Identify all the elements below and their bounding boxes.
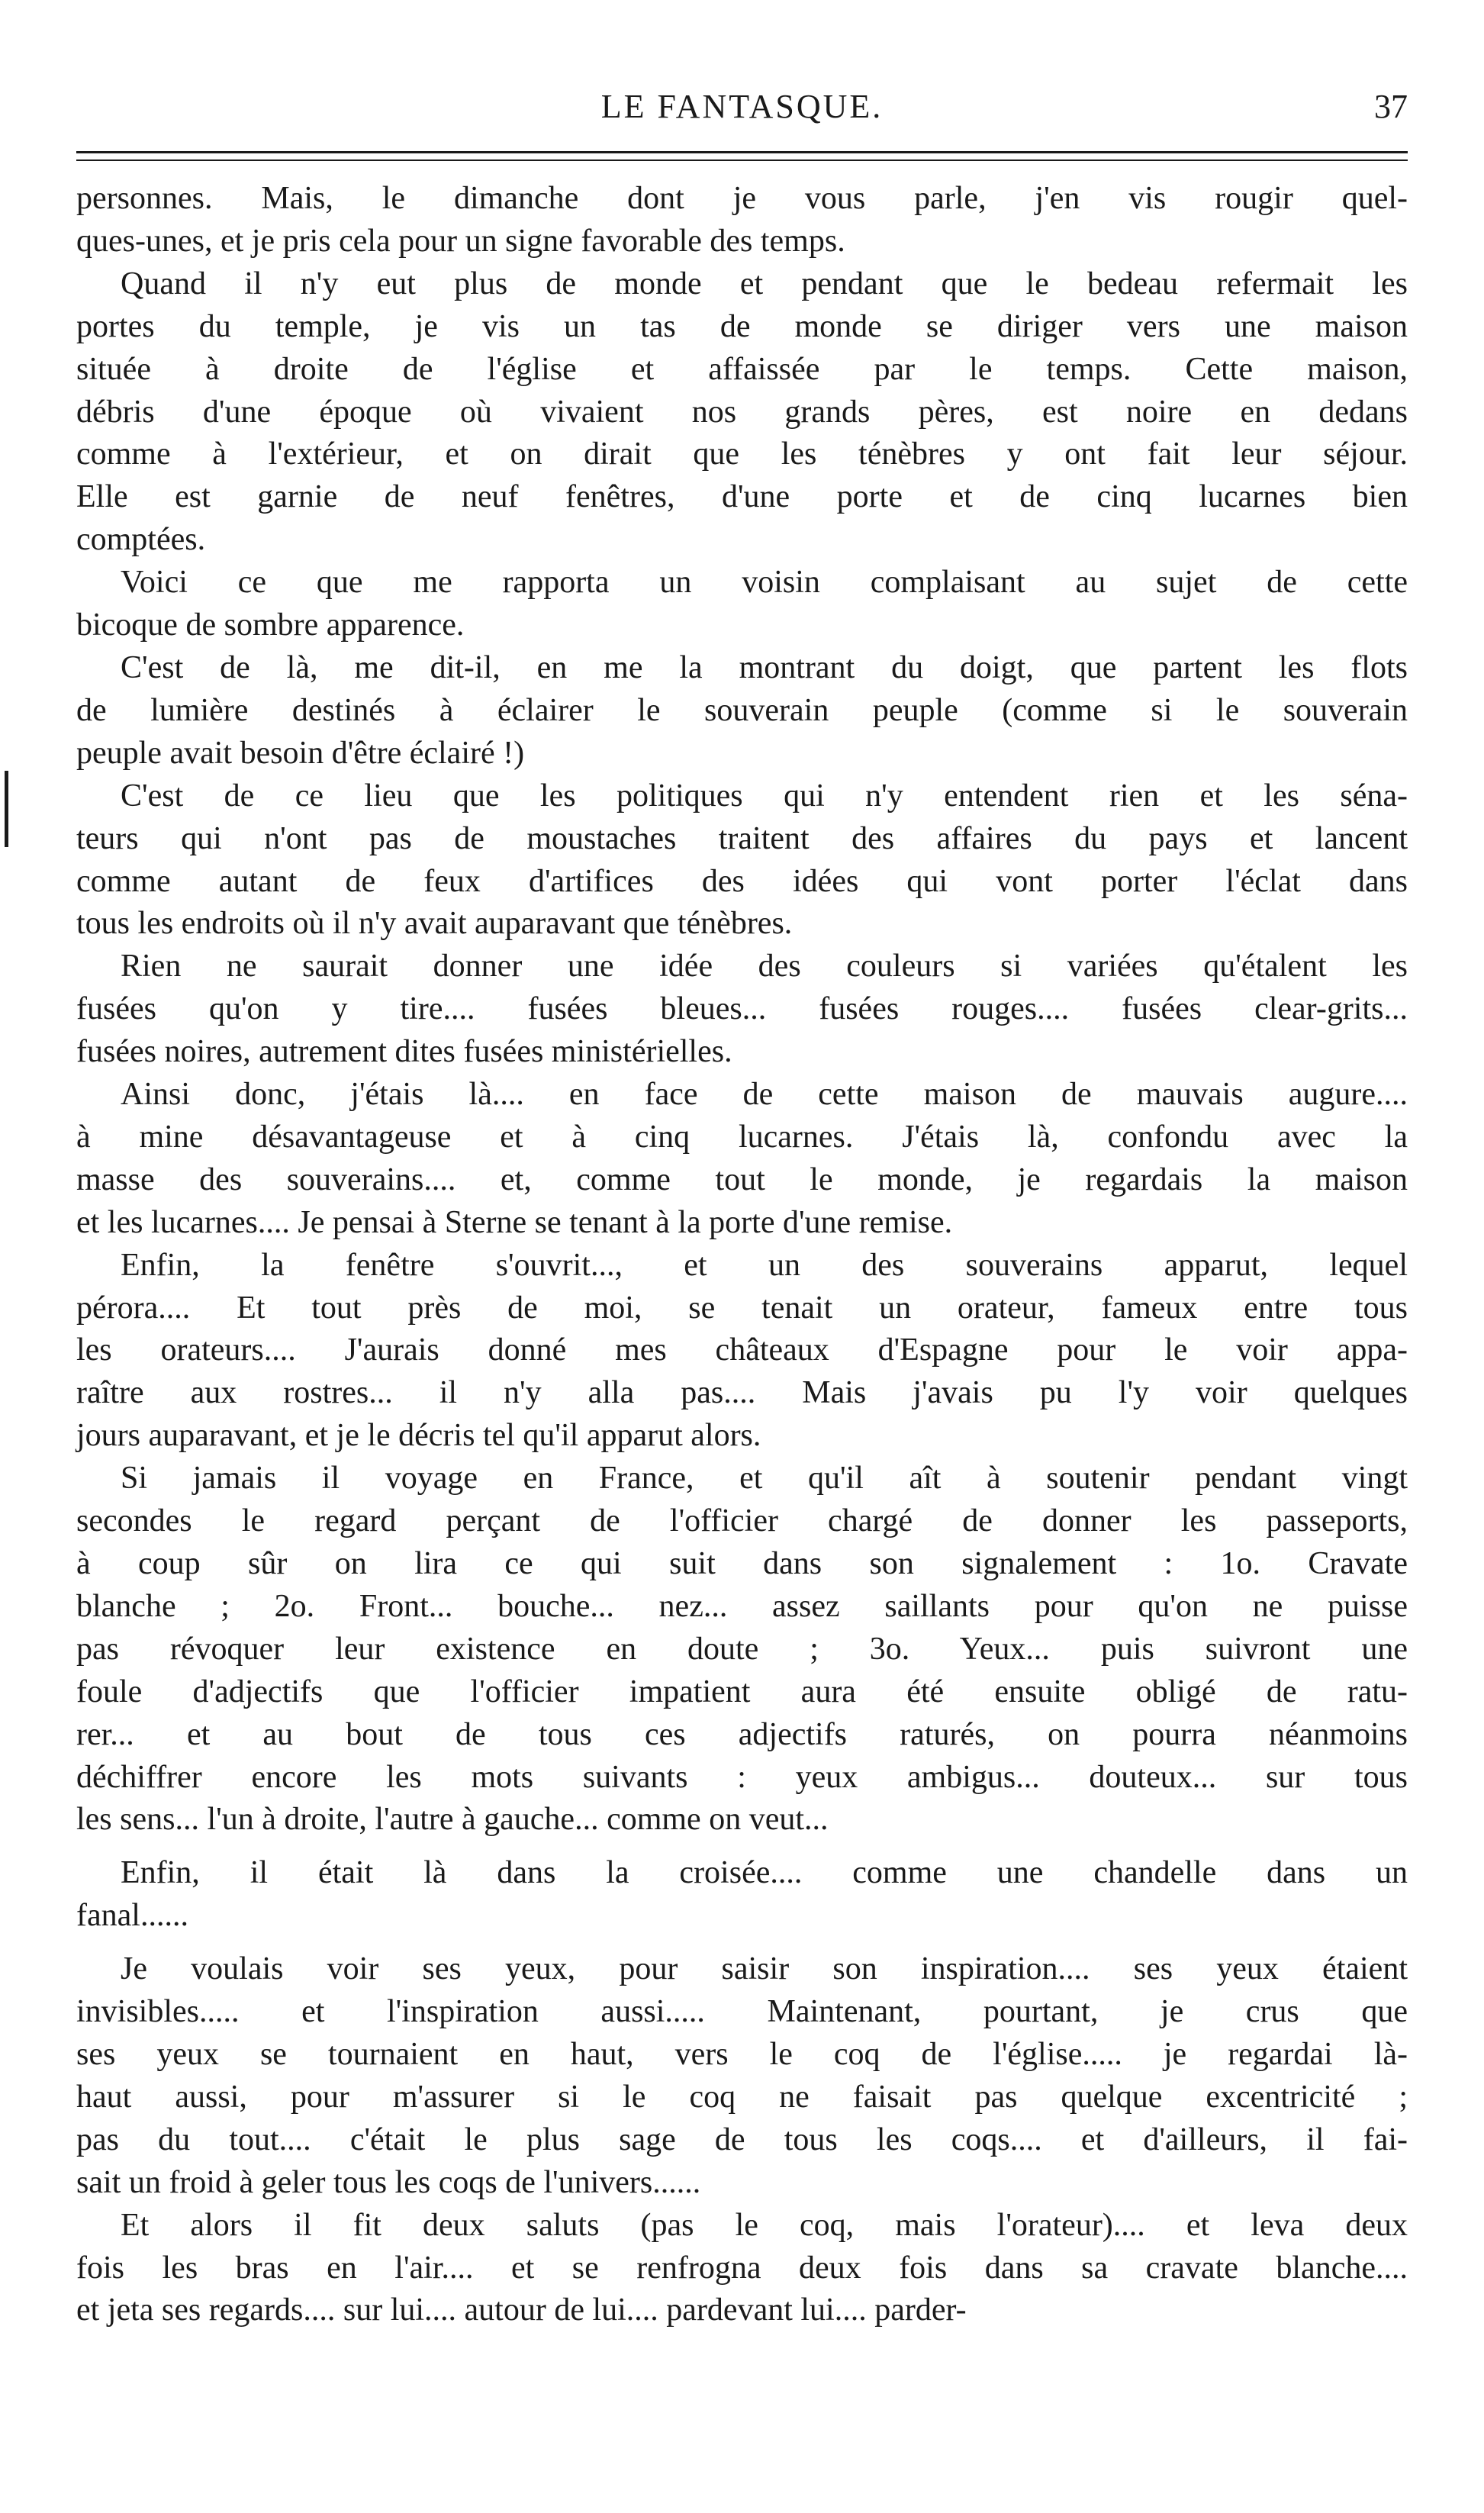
text-line: Elle est garnie de neuf fenêtres, d'une porte et de cinq lucarnes bien: [76, 479, 1408, 515]
text-line: sait un froid à geler tous les coqs de l'univers......: [76, 2164, 701, 2200]
text-line: fois les bras en l'air.... et se renfrogna deux fois dans sa cravate blanche....: [76, 2250, 1408, 2286]
text-line: et jeta ses regards.... sur lui.... autour de lui.... pardevant lui.... parder-: [76, 2292, 967, 2328]
text-line: tous les endroits où il n'y avait auparavant que ténèbres.: [76, 906, 793, 942]
text-line: Enfin, il était là dans la croisée.... comme une chandelle dans un: [121, 1855, 1408, 1891]
paragraph: [76, 1458, 1408, 1841]
text-line: Rien ne saurait donner une idée des couleurs si variées qu'étalent les: [121, 949, 1408, 984]
text-line: débris d'une époque où vivaient nos grands pères, est noire en dedans: [76, 394, 1408, 430]
paragraph: [76, 2205, 1408, 2333]
text-line: de lumière destinés à éclairer le souverain peuple (comme si le souverain: [76, 692, 1408, 728]
header-rule-thin: [76, 159, 1408, 161]
text-line: située à droite de l'église et affaissée par le temps. Cette maison,: [76, 351, 1408, 387]
page-number: 37: [1374, 88, 1408, 125]
paragraph: [76, 647, 1408, 775]
text-line: Quand il n'y eut plus de monde et pendant que le bedeau refermait les: [121, 266, 1408, 301]
text-line: Et alors il fit deux saluts (pas le coq, mais l'orateur).... et leva deux: [121, 2207, 1408, 2243]
text-line: foule d'adjectifs que l'officier impatient aura été ensuite obligé de ratu-: [76, 1674, 1408, 1709]
text-line: ses yeux se tournaient en haut, vers le coq de l'église..... je regardai là-: [76, 2036, 1408, 2072]
text-line: personnes. Mais, le dimanche dont je vous parle, j'en vis rougir quel-: [76, 181, 1408, 216]
page-header: [76, 84, 1408, 145]
text-line: les sens... l'un à droite, l'autre à gauche... comme on veut...: [76, 1802, 829, 1838]
text-line: teurs qui n'ont pas de moustaches traitent des affaires du pays et lancent: [76, 820, 1408, 856]
text-line: ques-unes, et je pris cela pour un signe favorable des temps.: [76, 223, 845, 259]
text-line: Enfin, la fenêtre s'ouvrit..., et un des souverains apparut, lequel: [121, 1247, 1408, 1283]
text-line: rer... et au bout de tous ces adjectifs raturés, on pourra néanmoins: [76, 1716, 1408, 1752]
text-line: à coup sûr on lira ce qui suit dans son signalement : 1o. Cravate: [76, 1546, 1408, 1581]
text-line: les orateurs.... J'aurais donné mes châteaux d'Espagne pour le voir appa-: [76, 1332, 1408, 1368]
text-line: haut aussi, pour m'assurer si le coq ne faisait pas quelque excentricité ;: [76, 2079, 1408, 2115]
paragraph: [76, 263, 1408, 562]
text-line: comme à l'extérieur, et on dirait que les ténèbres y ont fait leur séjour.: [76, 437, 1408, 472]
text-line: Ainsi donc, j'étais là.... en face de cette maison de mauvais augure....: [121, 1077, 1408, 1113]
paragraph: [76, 1948, 1408, 2204]
text-line: à mine désavantageuse et à cinq lucarnes. J'étais là, confondu avec la: [76, 1119, 1408, 1155]
text-line: Voici ce que me rapporta un voisin complaisant au sujet de cette: [121, 565, 1408, 601]
text-line: raître aux rostres... il n'y alla pas.... Mais j'avais pu l'y voir quelques: [76, 1375, 1408, 1411]
text-line: jours auparavant, et je le décris tel qu'il apparut alors.: [76, 1418, 761, 1454]
body-text: [76, 178, 1408, 2332]
text-line: masse des souverains.... et, comme tout le monde, je regardais la maison: [76, 1161, 1408, 1197]
text-line: blanche ; 2o. Front... bouche... nez... assez saillants pour qu'on ne puisse: [76, 1588, 1408, 1624]
paragraph: [76, 946, 1408, 1074]
text-line: portes du temple, je vis un tas de monde se diriger vers une maison: [76, 308, 1408, 344]
text-line: et les lucarnes.... Je pensai à Sterne se tenant à la porte d'une remise.: [76, 1204, 953, 1240]
text-line: pérora.... Et tout près de moi, se tenait un orateur, fameux entre tous: [76, 1290, 1408, 1326]
paragraph: [76, 178, 1408, 263]
paragraph: [76, 1852, 1408, 1938]
book-page: [76, 84, 1408, 2480]
text-line: déchiffrer encore les mots suivants : yeux ambigus... douteux... sur tous: [76, 1759, 1408, 1795]
paragraph: [76, 1074, 1408, 1245]
paragraph: [76, 1245, 1408, 1458]
text-line: C'est de ce lieu que les politiques qui n'y entendent rien et les séna-: [121, 778, 1408, 814]
text-line: comme autant de feux d'artifices des idées qui vont porter l'éclat dans: [76, 863, 1408, 899]
text-line: invisibles..... et l'inspiration aussi..... Maintenant, pourtant, je crus que: [76, 1994, 1408, 2030]
margin-mark: [5, 771, 8, 847]
text-line: pas révoquer leur existence en doute ; 3o. Yeux... puis suivront une: [76, 1631, 1408, 1667]
text-line: C'est de là, me dit-il, en me la montrant du doigt, que partent les flots: [121, 649, 1408, 685]
paragraph: [76, 562, 1408, 647]
text-line: peuple avait besoin d'être éclairé !): [76, 735, 525, 771]
paragraph: [76, 775, 1408, 946]
header-rule-thick: [76, 151, 1408, 153]
text-line: comptées.: [76, 522, 206, 558]
text-line: Je voulais voir ses yeux, pour saisir son inspiration.... ses yeux étaient: [121, 1951, 1408, 1987]
text-line: pas du tout.... c'était le plus sage de tous les coqs.... et d'ailleurs, il fai-: [76, 2122, 1408, 2157]
running-title: LE FANTASQUE.: [600, 88, 884, 125]
text-line: Si jamais il voyage en France, et qu'il aît à soutenir pendant vingt: [121, 1461, 1408, 1497]
text-line: bicoque de sombre apparence.: [76, 607, 465, 643]
text-line: secondes le regard perçant de l'officier chargé de donner les passeports,: [76, 1503, 1408, 1539]
text-line: fanal......: [76, 1898, 188, 1934]
text-line: fusées qu'on y tire.... fusées bleues... fusées rouges.... fusées clear-grits...: [76, 991, 1408, 1027]
text-line: fusées noires, autrement dites fusées ministérielles.: [76, 1034, 732, 1070]
